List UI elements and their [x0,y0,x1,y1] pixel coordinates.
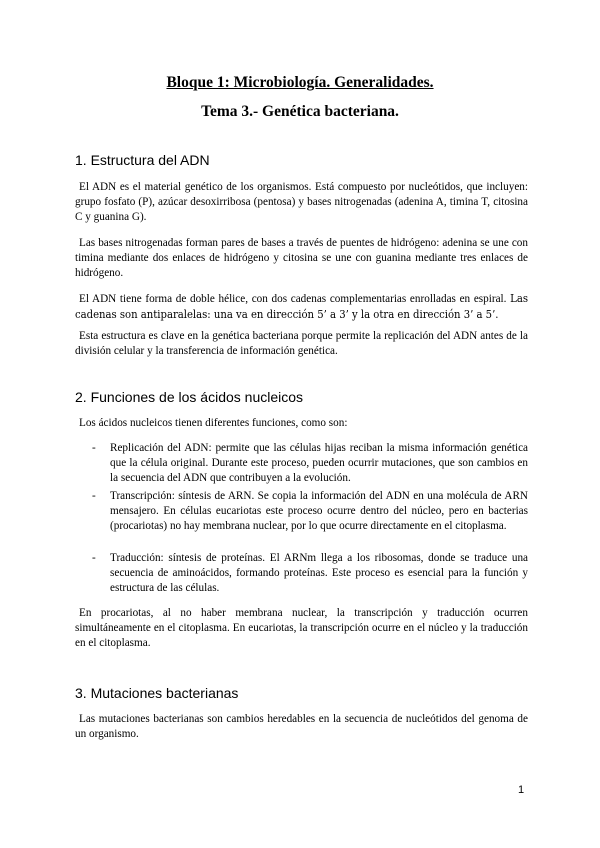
list-item-dash: - [92,442,96,454]
section-1-paragraph-3-text: El ADN tiene forma de doble hélice, con dos cadenas complementarias enrolladas en espiral. [79,293,507,305]
section-2-closing: En procariotas, al no haber membrana nuclear, la transcripción y traducción ocurren simultáneamente en el citoplasma. En eucariotas, la transcripción ocurre en el núcleo y la traducción en el citoplasma. [75,607,528,649]
section-1-paragraph-3 [75,291,528,323]
section-1-paragraph-4: Esta estructura es clave en la genética bacteriana porque permite la replicación del ADN antes de la división celular y la transferencia de información genética. [75,330,528,357]
list-item-dash: - [92,552,96,564]
list-item [92,489,528,534]
topic-title: Tema 3.- Genética bacteriana. [201,103,399,120]
block-title: Bloque 1: Microbiología. Generalidades. [166,74,434,91]
section-2-heading: 2. Funciones de los ácidos nucleicos [75,389,304,405]
section-2-intro: Los ácidos nucleicos tienen diferentes funciones, como son: [79,417,348,429]
list-item-text: Traducción: síntesis de proteínas. El ARNm llega a los ribosomas, donde se traduce una secuencia de aminoácidos, formando proteínas. Este proceso es esencial para la función y estructura de las células. [110,552,528,594]
page-number: 1 [518,784,525,796]
list-item-dash: - [92,490,96,502]
section-1-paragraph-1: El ADN es el material genético de los organismos. Está compuesto por nucleótidos, que incluyen: grupo fosfato (P), azúcar desoxirribosa (pentosa) y bases nitrogenadas (adenina A, timina T, citosina C y guanina G). [75,181,528,223]
list-item [92,441,528,486]
section-3-paragraph-1: Las mutaciones bacterianas son cambios heredables en la secuencia de nucleótidos del genoma de un organismo. [75,713,528,740]
list-item [92,551,528,596]
list-item-text: Replicación del ADN: permite que las células hijas reciban la misma información genética que la célula original. Durante este proceso, pueden ocurrir mutaciones, que son cambios en la secuencia del ADN que contribuyen a la evolución. [110,442,528,484]
antiparallel-statement: Las cadenas son antiparalelas: una va en dirección 5’ a 3’ y la otra en dirección 3’ a 5’. [75,292,528,321]
section-1-paragraph-2: Las bases nitrogenadas forman pares de bases a través de puentes de hidrógeno: adenina se une con timina mediante dos enlaces de hidrógeno y citosina se une con guanina mediante tres enlaces de hidrógeno. [75,237,528,279]
list-item-text: Transcripción: síntesis de ARN. Se copia la información del ADN en una molécula de ARN mensajero. En células eucariotas este proceso ocurre dentro del núcleo, pero en bacterias (procariotas) no hay membrana nuclear, por lo que ocurre directamente en el citoplasma. [110,490,528,532]
section-3-heading: 3. Mutaciones bacterianas [75,685,239,701]
section-1-heading: 1. Estructura del ADN [75,152,210,168]
